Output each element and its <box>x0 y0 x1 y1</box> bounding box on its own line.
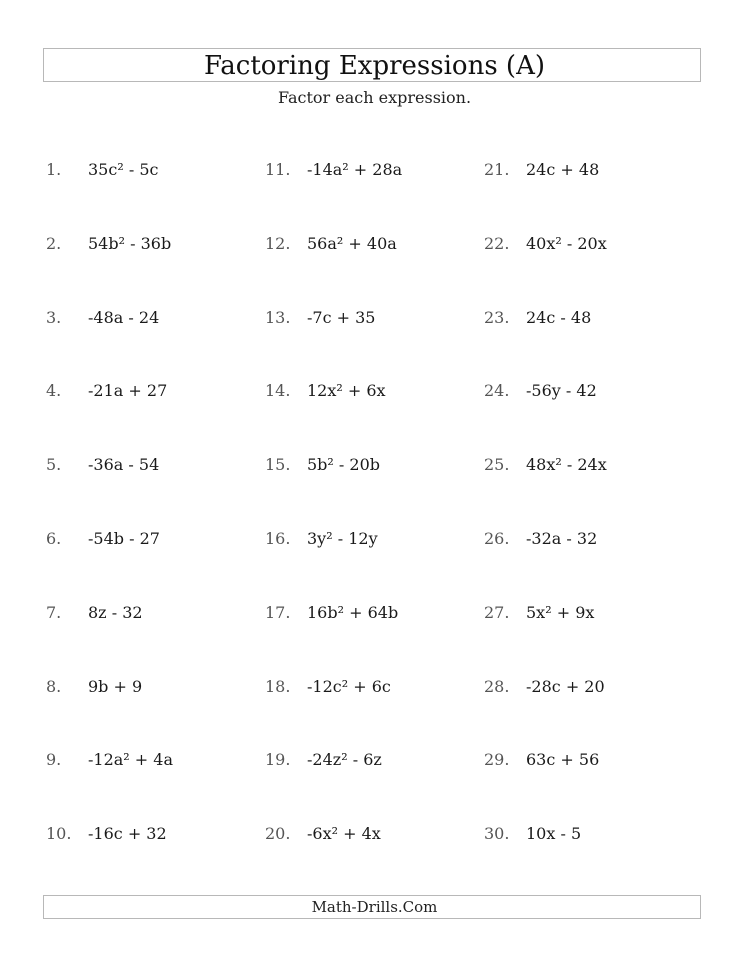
problem-expression: -7c + 35 <box>307 308 376 327</box>
problem-expression: -21a + 27 <box>88 381 168 400</box>
problem-number: 8. <box>46 677 62 696</box>
problem-number: 28. <box>484 677 510 696</box>
problem-expression: 5b² - 20b <box>307 455 381 474</box>
problem-number: 12. <box>265 234 291 253</box>
problem-expression: -6x² + 4x <box>307 824 381 843</box>
problem-number: 30. <box>484 824 510 843</box>
problem-expression: 3y² - 12y <box>307 529 378 548</box>
problem-number: 10. <box>46 824 72 843</box>
problem-expression: -12c² + 6c <box>307 677 391 696</box>
problem-number: 6. <box>46 529 62 548</box>
problem-expression: -54b - 27 <box>88 529 160 548</box>
problem-number: 18. <box>265 677 291 696</box>
problem-expression: -28c + 20 <box>526 677 605 696</box>
problem-number: 4. <box>46 381 62 400</box>
problem-number: 3. <box>46 308 62 327</box>
problem-expression: -32a - 32 <box>526 529 598 548</box>
problem-number: 7. <box>46 603 62 622</box>
problem-expression: 24c + 48 <box>526 160 600 179</box>
problem-expression: -16c + 32 <box>88 824 167 843</box>
problem-number: 13. <box>265 308 291 327</box>
problem-number: 11. <box>265 160 291 179</box>
problem-number: 16. <box>265 529 291 548</box>
problem-expression: 8z - 32 <box>88 603 143 622</box>
problem-number: 26. <box>484 529 510 548</box>
problem-expression: 9b + 9 <box>88 677 143 696</box>
problem-number: 29. <box>484 750 510 769</box>
problem-expression: 24c - 48 <box>526 308 592 327</box>
problem-number: 14. <box>265 381 291 400</box>
problem-expression: -24z² - 6z <box>307 750 382 769</box>
problem-expression: 54b² - 36b <box>88 234 172 253</box>
problem-expression: -48a - 24 <box>88 308 160 327</box>
page-title: Factoring Expressions (A) <box>203 51 545 81</box>
problem-expression: 40x² - 20x <box>526 234 607 253</box>
problem-expression: -14a² + 28a <box>307 160 403 179</box>
problem-number: 20. <box>265 824 291 843</box>
problem-expression: 56a² + 40a <box>307 234 397 253</box>
problem-number: 15. <box>265 455 291 474</box>
problem-number: 21. <box>484 160 510 179</box>
problem-number: 22. <box>484 234 510 253</box>
problem-number: 25. <box>484 455 510 474</box>
problem-number: 24. <box>484 381 510 400</box>
problem-expression: -12a² + 4a <box>88 750 174 769</box>
problem-number: 17. <box>265 603 291 622</box>
problem-expression: 16b² + 64b <box>307 603 399 622</box>
problem-expression: -36a - 54 <box>88 455 160 474</box>
problem-expression: 10x - 5 <box>526 824 582 843</box>
problem-expression: -56y - 42 <box>526 381 597 400</box>
problem-number: 1. <box>46 160 62 179</box>
problem-number: 19. <box>265 750 291 769</box>
problem-expression: 35c² - 5c <box>88 160 159 179</box>
problem-number: 2. <box>46 234 62 253</box>
problem-number: 23. <box>484 308 510 327</box>
problem-number: 27. <box>484 603 510 622</box>
problem-number: 9. <box>46 750 62 769</box>
problem-expression: 63c + 56 <box>526 750 600 769</box>
problem-expression: 5x² + 9x <box>526 603 595 622</box>
problem-number: 5. <box>46 455 62 474</box>
footer-site: Math-Drills.Com <box>311 898 438 916</box>
problem-expression: 48x² - 24x <box>526 455 607 474</box>
instructions: Factor each expression. <box>277 88 472 107</box>
problem-expression: 12x² + 6x <box>307 381 386 400</box>
